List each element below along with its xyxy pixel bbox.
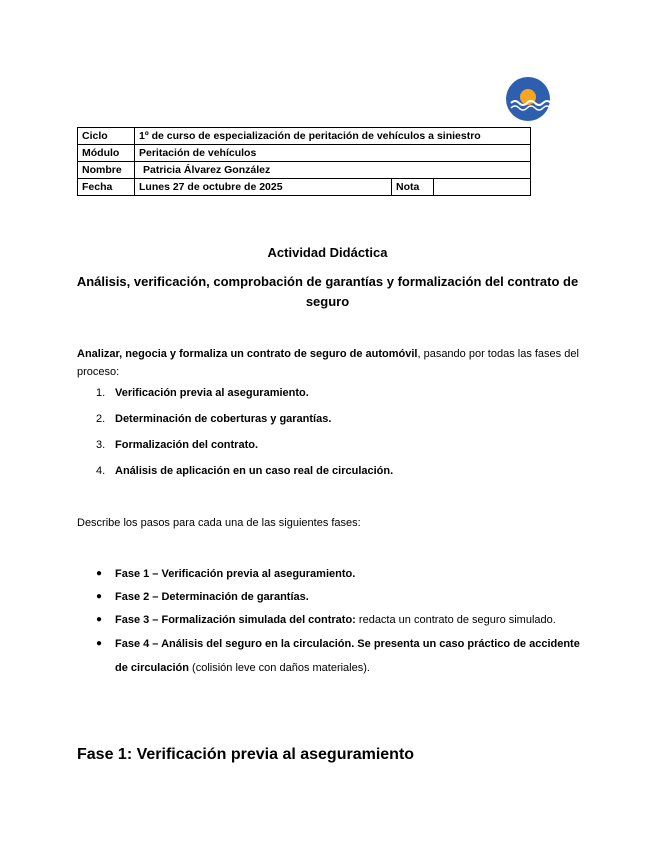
list-item: 1. Verificación previa al aseguramiento. xyxy=(96,387,309,399)
fecha-value: Lunes 27 de octubre de 2025 xyxy=(135,179,392,196)
intro-bold: Analizar, negocia y formaliza un contrato de seguro de automóvil xyxy=(77,348,418,360)
sun-waves-logo xyxy=(505,76,551,122)
fecha-label: Fecha xyxy=(78,179,135,196)
modulo-label: Módulo xyxy=(78,145,135,162)
nombre-value: Patricia Álvarez González xyxy=(135,162,531,179)
section-title: Fase 1: Verificación previa al aseguramiento xyxy=(77,746,415,763)
bullet-icon: ● xyxy=(96,568,103,579)
activity-subtitle: Análisis, verificación, comprobación de garantías y formalización del contrato de seguro xyxy=(76,274,579,309)
nombre-label: Nombre xyxy=(78,162,135,179)
bullet-icon: ● xyxy=(96,638,103,649)
activity-title: Actividad Didáctica xyxy=(267,245,388,260)
list-item: 4. Análisis de aplicación en un caso real de circulación. xyxy=(96,465,394,477)
intro-rest: , pasando por todas las fases del proceso: xyxy=(77,348,579,378)
info-table xyxy=(77,127,531,196)
list-item: 2. Determinación de coberturas y garantías. xyxy=(96,413,332,425)
nota-value xyxy=(434,179,531,196)
bullet-icon: ● xyxy=(96,614,103,625)
ciclo-label: Ciclo xyxy=(78,128,135,145)
list-item: 3. Formalización del contrato. xyxy=(96,439,259,451)
modulo-value: Peritación de vehículos xyxy=(135,145,531,162)
describe-text: Describe los pasos para cada una de las siguientes fases: xyxy=(77,517,361,529)
nota-label: Nota xyxy=(392,179,434,196)
intro-paragraph xyxy=(77,345,587,381)
bullet-icon: ● xyxy=(96,591,103,602)
ciclo-value: 1º de curso de especialización de peritación de vehículos a siniestro xyxy=(135,128,531,145)
